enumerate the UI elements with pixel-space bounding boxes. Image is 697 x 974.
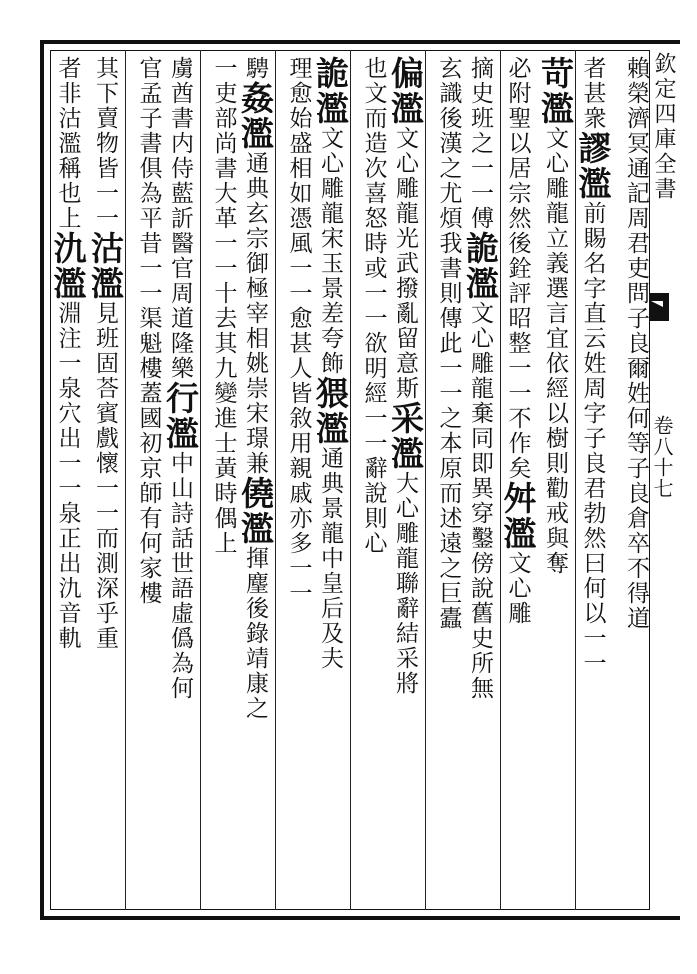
headword: 猥濫: [311, 376, 350, 446]
text-column: [498, 56, 538, 626]
text-column: [236, 56, 275, 721]
text-column: [461, 56, 500, 701]
headword: 僥濫: [236, 476, 275, 546]
body-text: 中山詩話世語虛僞為何: [167, 451, 193, 701]
text-column: [280, 56, 310, 606]
body-text: 通典玄宗御極宰相姚崇宋璟兼: [242, 151, 268, 476]
body-text: 者非沽濫稱也: [54, 56, 81, 206]
body-text: 文心雕: [504, 551, 531, 626]
text-column: [355, 56, 385, 556]
body-text: 始盛相如憑風一一愈甚: [285, 106, 312, 356]
column-rule: [425, 50, 426, 910]
body-text: 通典景龍中皇后及夫: [317, 446, 343, 671]
headword: 詭濫: [461, 231, 500, 301]
headword: 謬濫: [573, 131, 613, 201]
text-column: [536, 56, 575, 576]
body-text: 其下賣物皆一一: [92, 56, 118, 231]
text-column: [86, 56, 125, 651]
body-text: 欲明經一一辭說則心: [360, 331, 387, 556]
headword: 采濫: [386, 401, 425, 471]
text-column: [161, 56, 200, 701]
body-text: 淵注一泉穴出一一泉正出氿音軌: [54, 301, 81, 651]
body-text: 虜酋書内侍藍訢醫官周道隆樂: [167, 56, 193, 381]
juan-number: 卷八十七: [650, 415, 674, 499]
text-column: [48, 56, 88, 651]
column-rule: [200, 50, 201, 910]
headword: 舛濫: [498, 481, 538, 551]
headword: 沽濫: [86, 231, 125, 301]
body-text: 吏部尚書大革一一十去其九: [210, 81, 237, 381]
column-rule: [350, 50, 351, 910]
body-text: 賴榮濟: [623, 56, 649, 131]
body-text: 我書則傳此一一之本原而述遠之巨蠹: [435, 231, 462, 631]
text-column: [205, 56, 235, 556]
column-rule: [275, 50, 276, 910]
body-text: 變進士黃時偶上: [210, 381, 237, 556]
column-rule: [500, 50, 501, 910]
body-text: 揮麈後錄靖康之: [242, 546, 268, 721]
body-text: 摘史班之一一傅: [467, 56, 493, 231]
body-text: 文而造次喜怒時或一一: [360, 81, 387, 331]
headword: 詭濫: [311, 56, 350, 126]
margin-title: 欽定四庫全書: [651, 52, 676, 202]
text-column: [130, 56, 160, 606]
headword: 偏濫: [386, 56, 425, 126]
text-column: [430, 56, 460, 631]
body-text: 文心雕龍棄同即異穿鑿傍說舊史所無: [467, 301, 493, 701]
body-text: 文心雕龍立義選言宜依經以樹則勸戒與奪: [542, 126, 568, 576]
text-column: [386, 56, 425, 696]
body-text: 也: [360, 56, 387, 81]
body-text: 大心雕龍聯辭結采將: [392, 471, 418, 696]
body-text: 冥通記周君吏問子良爾姓何等子良倉卒不得道: [623, 131, 649, 631]
body-text: 官孟子書俱為平昔一一渠魁: [135, 56, 162, 356]
body-text: 者甚衆: [579, 56, 606, 131]
body-text: 必附聖以居宗然後銓評昭整一一不作矣: [504, 56, 531, 481]
body-text: 樓蓋國初京師有何家樓: [135, 356, 162, 606]
text-column: [618, 56, 648, 631]
body-text: 文心雕龍宋玉景差夸飾: [317, 126, 343, 376]
column-rule: [125, 50, 126, 910]
body-text: 上: [54, 206, 81, 231]
text-column: [573, 56, 613, 676]
body-text: 理愈: [285, 56, 312, 106]
headword: 氿濫: [48, 231, 88, 301]
headword: 姦濫: [236, 81, 275, 151]
fish-tail-mark: [649, 293, 669, 321]
body-text: 騁: [242, 56, 268, 81]
body-text: 見: [92, 301, 118, 326]
text-column: [311, 56, 350, 671]
headword: 苛濫: [536, 56, 575, 126]
body-text: 人皆敘用親戚亦多一一: [285, 356, 312, 606]
body-text: 班固荅賓戲懷一一而測深乎重: [92, 326, 118, 651]
body-text: 一: [210, 56, 237, 81]
body-text: 文心雕龍光武撥亂留意斯: [392, 126, 418, 401]
body-text: 玄識後漢之尤煩: [435, 56, 462, 231]
headword: 行濫: [161, 381, 200, 451]
body-text: 前賜名字直云姓周字子良君勃然曰何以一一: [579, 201, 606, 676]
